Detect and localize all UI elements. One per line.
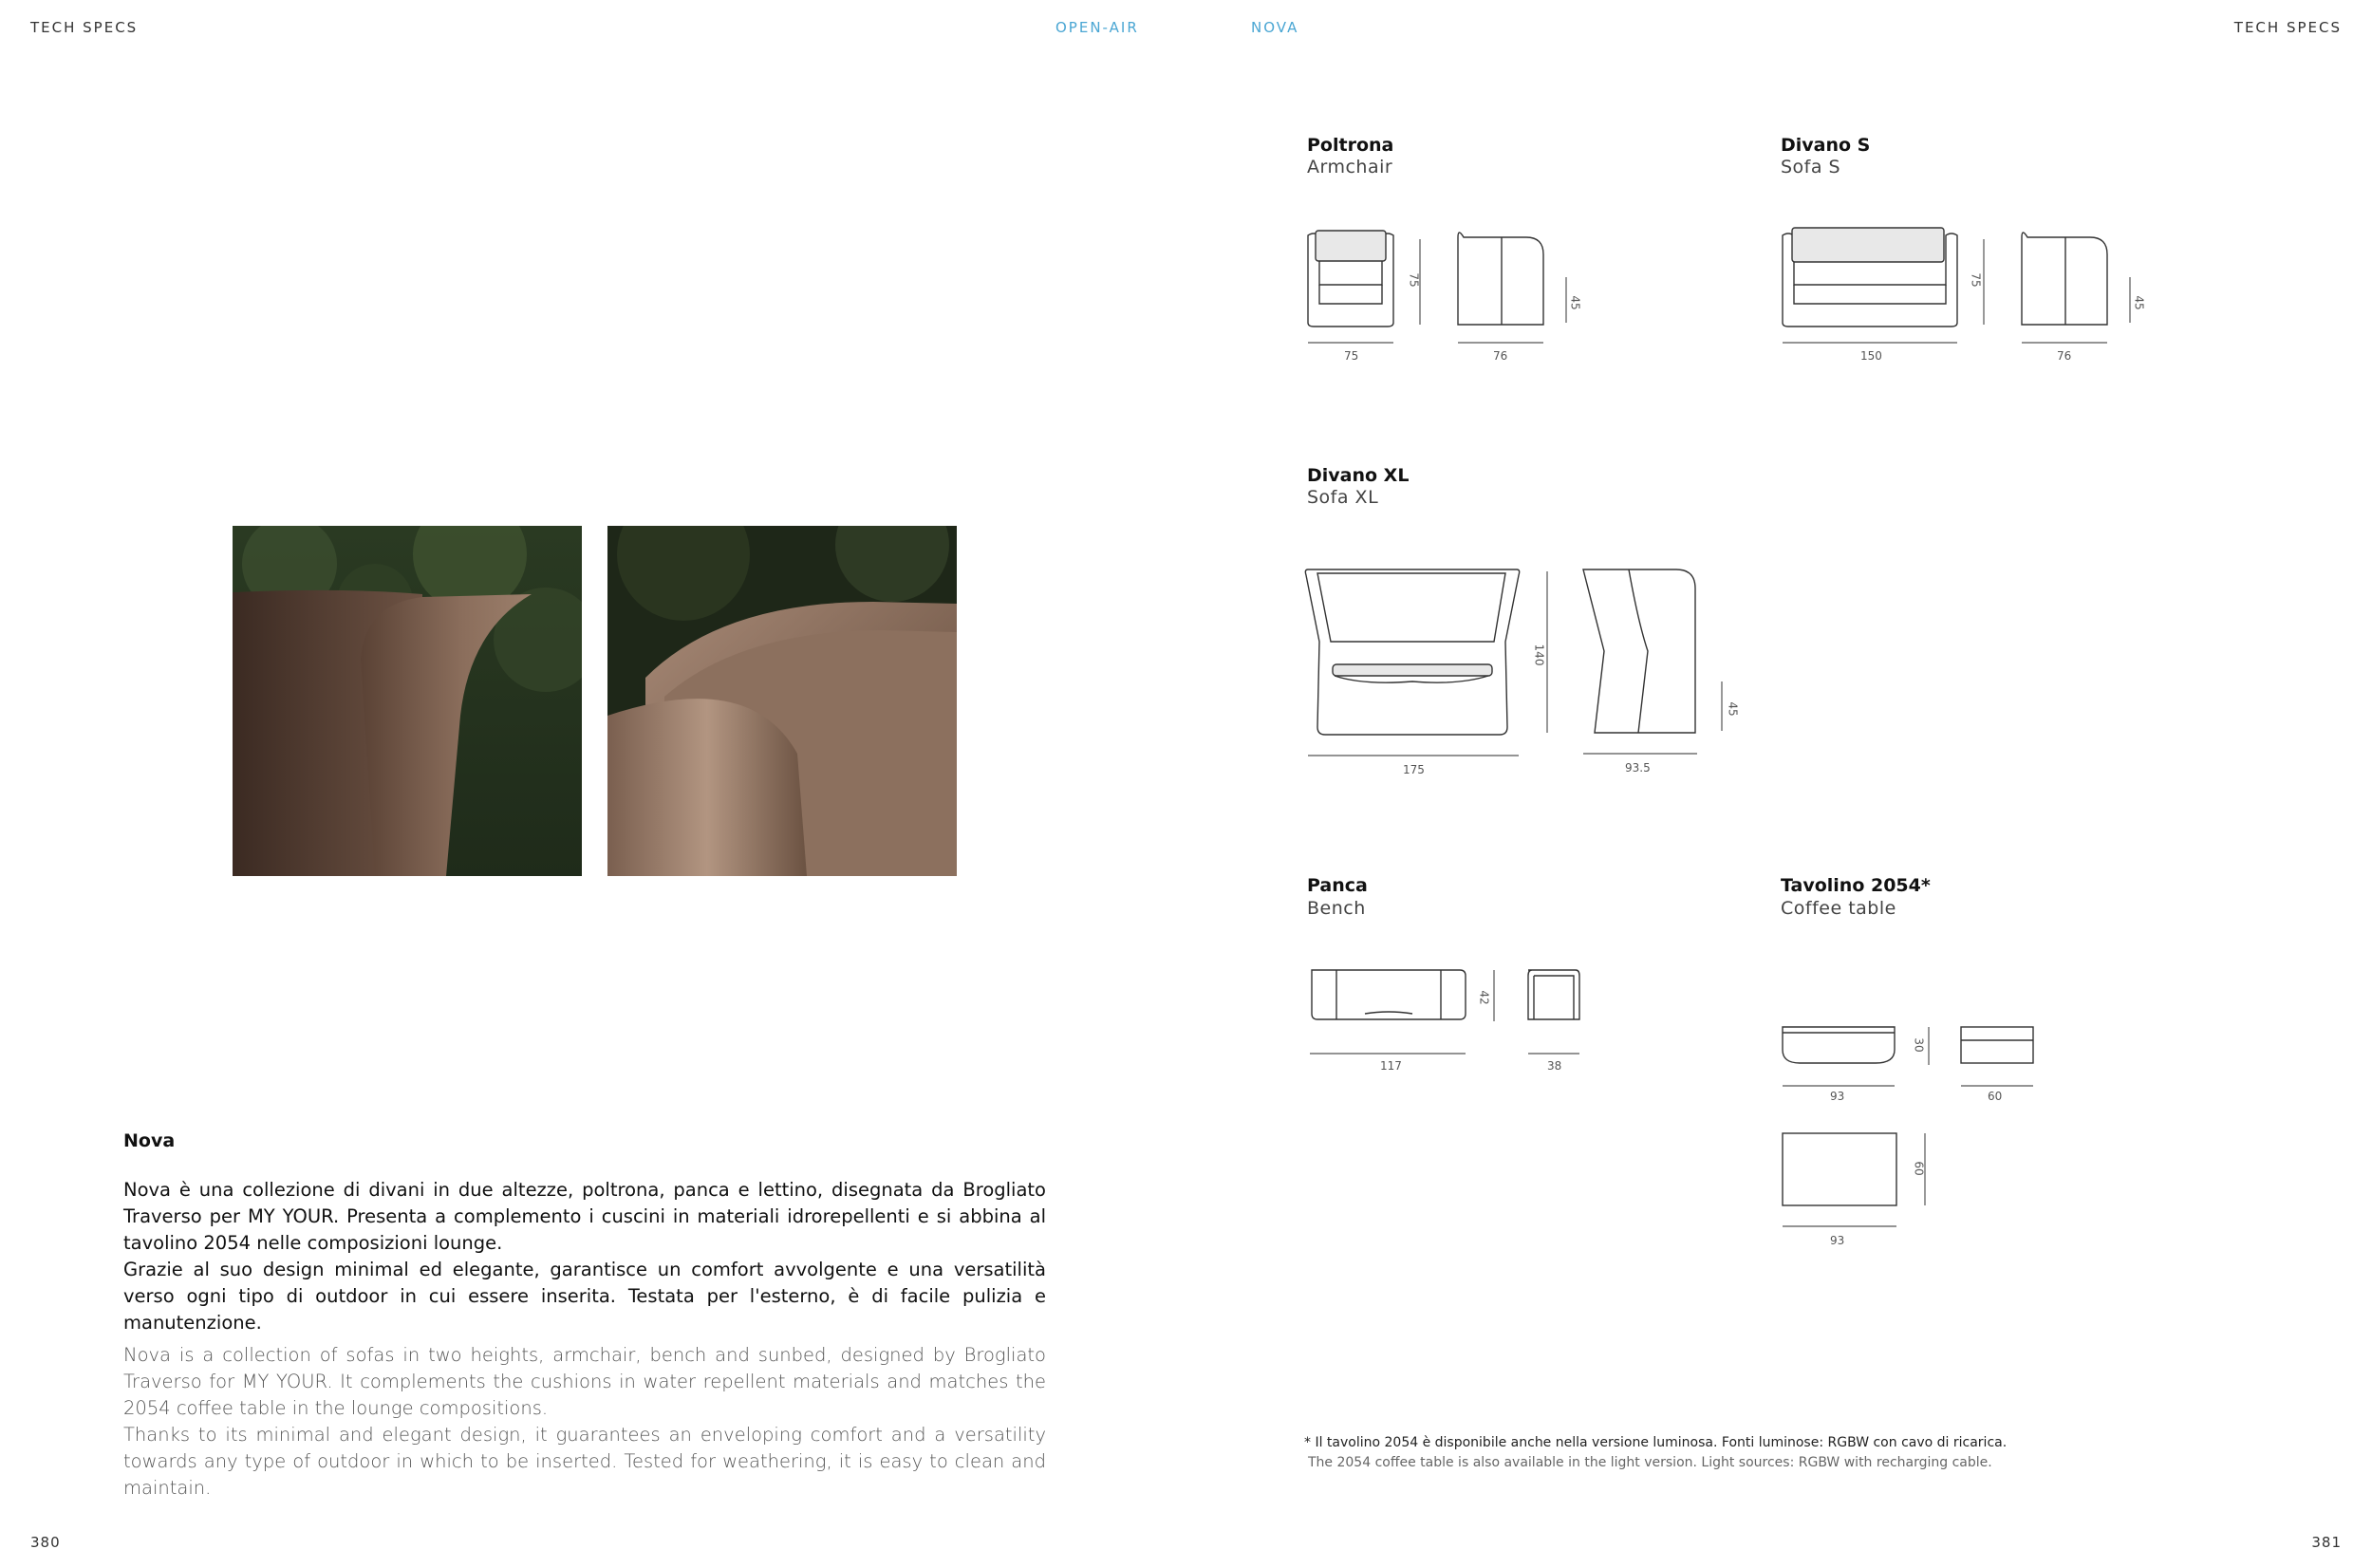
description-en-paragraph-1: Nova is a collection of sofas in two heights, armchair, bench and sunbed, designed by Brogliato Traverso for MY YOUR. It complements the cushions in water repellent materials and matches the 2054 coffee table in the lounge compositions. (123, 1344, 1046, 1419)
header-section-label: OPEN-AIR (1055, 19, 1139, 36)
armchair-front-width: 75 (1344, 349, 1359, 363)
armchair-side-height: 45 (1568, 295, 1582, 310)
description-italian (123, 1177, 1046, 1336)
armchair-front-drawing (1306, 228, 1429, 361)
coffee-table-front-width: 93 (1830, 1090, 1845, 1103)
coffee-table-front-drawing (1781, 1025, 1904, 1092)
sofa-s-side-depth: 76 (2057, 349, 2072, 363)
sofa-s-title-en: Sofa S (1781, 157, 1841, 177)
coffee-table-title-en: Coffee table (1781, 898, 1896, 919)
sofa-xl-side-depth: 93.5 (1625, 761, 1651, 775)
sofa-xl-side-drawing (1581, 566, 1752, 775)
armchair-front-height: 75 (1407, 272, 1421, 288)
description-english (123, 1342, 1046, 1502)
page-number-right: 381 (2311, 1534, 2342, 1551)
coffee-table-top-drawing (1781, 1131, 1914, 1236)
armchair-side-drawing (1456, 228, 1579, 361)
header-right-label: TECH SPECS (2233, 19, 2342, 36)
description-it-paragraph-2: Grazie al suo design minimal ed elegante, garantisce un comfort avvolgente e una versatilità verso ogni tipo di outdoor in cui essere inserita. Testata per l'esterno, è di facile pulizia e manutenzione. (123, 1259, 1046, 1334)
sofa-s-front-width: 150 (1860, 349, 1882, 363)
coffee-table-top-depth: 60 (1912, 1161, 1926, 1176)
coffee-table-front-height-line (1923, 1025, 1952, 1073)
sofa-s-side-drawing (2020, 228, 2143, 361)
bench-front-height: 42 (1477, 990, 1491, 1005)
sofa-s-side-height: 45 (2132, 295, 2146, 310)
armchair-side-depth: 76 (1493, 349, 1508, 363)
coffee-table-title-it: Tavolino 2054* (1781, 875, 1931, 896)
footnote-english: The 2054 coffee table is also available in the light version. Light sources: RGBW with recharging cable. (1308, 1455, 1992, 1470)
product-photo-armrest (233, 526, 582, 876)
sofa-xl-front-drawing (1306, 566, 1562, 775)
armchair-title-it: Poltrona (1307, 135, 1394, 156)
sofa-s-front-height: 75 (1969, 272, 1983, 288)
bench-side-drawing (1526, 966, 1593, 1061)
bench-front-width: 117 (1380, 1059, 1402, 1073)
sofa-xl-title-en: Sofa XL (1307, 487, 1379, 508)
page-number-left: 380 (30, 1534, 61, 1551)
bench-side-depth: 38 (1547, 1059, 1562, 1073)
header-left-label: TECH SPECS (30, 19, 139, 36)
description-en-paragraph-2: Thanks to its minimal and elegant design, it guarantees an enveloping comfort and a versatility towards any type of outdoor in which to be inserted. Tested for weathering, it is easy to clean and maintain. (123, 1424, 1046, 1499)
bench-title-it: Panca (1307, 875, 1368, 896)
header-product-label: NOVA (1251, 19, 1299, 36)
footnote-italian: * Il tavolino 2054 è disponibile anche nella versione luminosa. Fonti luminose: RGBW con cavo di ricarica. (1304, 1435, 2008, 1450)
product-photo-curve (607, 526, 957, 876)
sofa-xl-side-height: 45 (1726, 701, 1740, 717)
coffee-table-side-drawing (1959, 1025, 2045, 1092)
coffee-table-side-depth: 60 (1988, 1090, 2003, 1103)
description-it-paragraph-1: Nova è una collezione di divani in due altezze, poltrona, panca e lettino, disegnata da Brogliato Traverso per MY YOUR. Presenta a complemento i cuscini in materiali idrorepellenti e si abbina al tavolino 2054 nelle composizioni lounge. (123, 1179, 1046, 1254)
bench-title-en: Bench (1307, 898, 1366, 919)
coffee-table-front-height: 30 (1912, 1037, 1926, 1053)
bench-front-drawing (1308, 966, 1498, 1061)
description-title: Nova (123, 1130, 176, 1151)
sofa-xl-front-height: 140 (1532, 644, 1546, 666)
sofa-s-title-it: Divano S (1781, 135, 1871, 156)
sofa-s-front-drawing (1781, 228, 1999, 361)
sofa-xl-title-it: Divano XL (1307, 465, 1410, 486)
coffee-table-top-width: 93 (1830, 1234, 1845, 1247)
sofa-xl-front-width: 175 (1403, 763, 1425, 776)
armchair-title-en: Armchair (1307, 157, 1393, 177)
